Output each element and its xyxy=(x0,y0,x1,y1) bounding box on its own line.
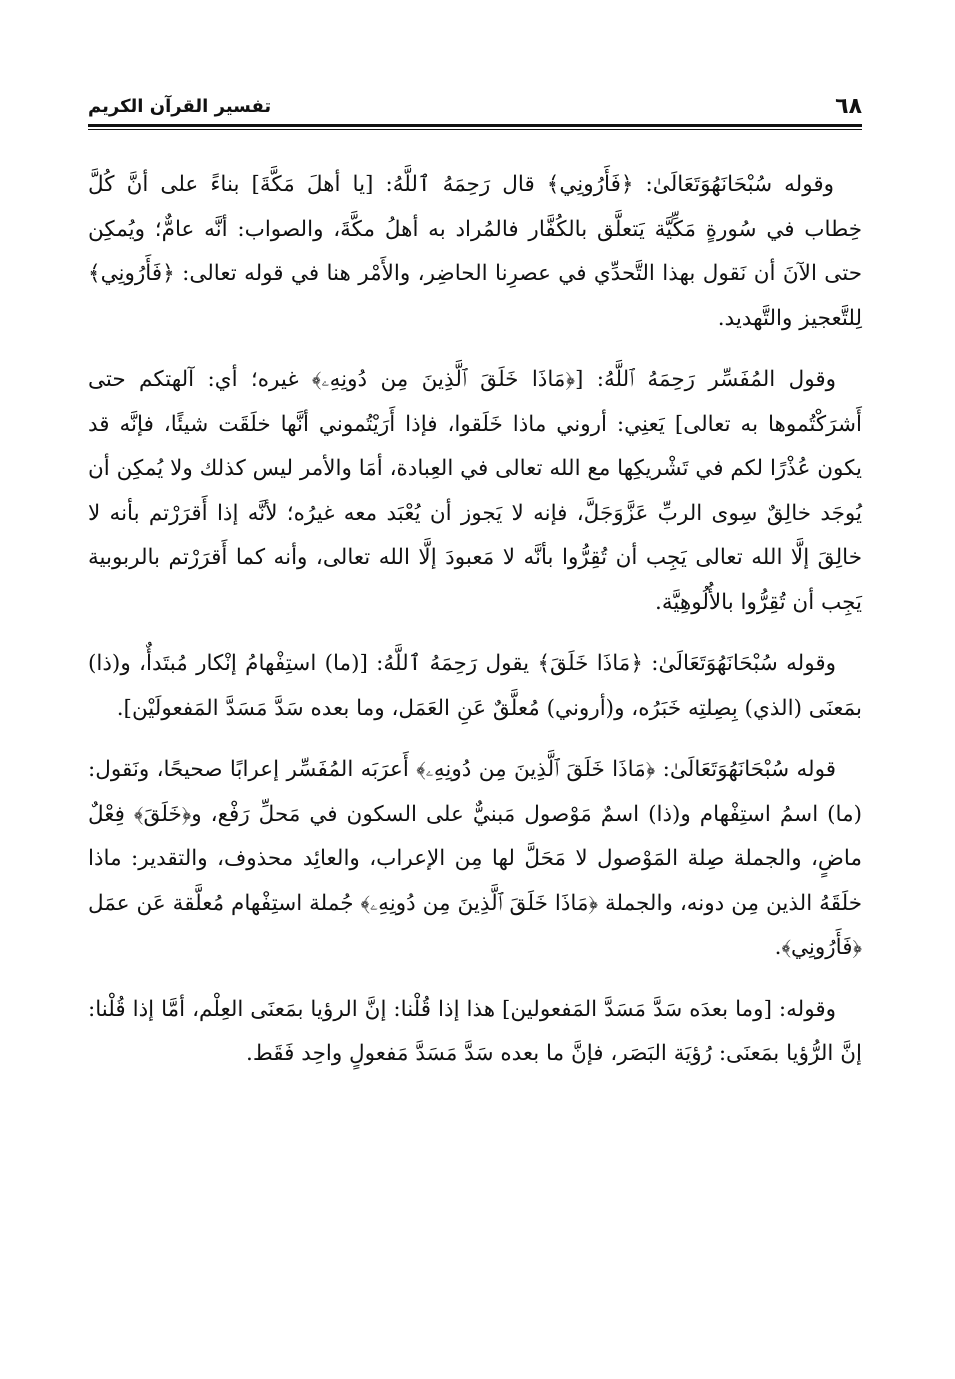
running-title: تفسير القرآن الكريم xyxy=(88,96,272,117)
page-number: ٦٨ xyxy=(835,94,862,119)
paragraph-5: وقوله: [وما بعدَه سَدَّ مَسَدَّ المَفعولين] هذا إذا قُلْنا: إنَّ الرؤيا بمَعنَى العِلْم، أمَّا إذا قُلْنا: إنَّ الرُّؤيا بمَعنَى: رُؤيَة البَصَر، فإنَّ ما بعده سَدَّ مَسَدَّ مَفعولٍ واحِد فَقَط. xyxy=(88,996,862,1066)
paragraph-3: وقوله سُبْحَانَهُوَتَعَالَىٰ: ﴿مَاذَا خَلَقَ﴾ يقول رَحِمَهُ ٱللَّهُ: [(ما) استِفْهامُ إنْكار مُبتَدأٌ، و(ذا) بمَعنَى (الذي) بِصِلتِه خَبَرُه، و(أروني) مُعلَّقٌ عَنِ العَمَل، وما بعده سَدَّ مَسَدَّ المَفعولَيْن]. xyxy=(88,651,862,721)
paragraph-4: قوله سُبْحَانَهُوَتَعَالَىٰ: ﴿مَاذَا خَلَقَ ٱلَّذِينَ مِن دُونِهِۦ﴾ أَعرَبَه المُفَسِّر إعرابًا صحيحًا، ونَقول: (ما) اسمُ استِفْهام و(ذا) اسمٌ مَوْصول مَبنيٌّ على السكون في مَحلِّ رَفْع، و﴿خَلَقَ﴾ فِعْلٌ ماضٍ، والجملة صِلة المَوْصول لا مَحَلَّ لها مِن الإعراب، والعائِد محذوف، والتقدير: ماذا خلَقَهُ الذين مِن دونه، والجملة ﴿مَاذَا خَلَقَ ٱلَّذِينَ مِن دُونِهِۦ﴾ جُملة استِفْهام مُعلَّقة عَن عمَل ﴿فَأَرُونِي﴾. xyxy=(88,757,862,960)
header-rule xyxy=(88,124,862,127)
page-body xyxy=(88,163,862,1094)
header-rule-thin xyxy=(88,129,862,130)
paragraph-1: وقوله سُبْحَانَهُوَتَعَالَىٰ: ﴿فَأَرُونِي﴾ قال رَحِمَهُ ٱللَّهُ: [يا أهلَ مَكَّةَ] بناءً على أنَّ كُلَّ خِطاب في سُورةٍ مَكِّيَّة يَتعلَّق بالكُفَّار فالمُراد به أهلُ مكَّةَ، والصواب: أنَّه عامٌّ؛ ويُمكِن حتى الآنَ أن نَقول بهذا التَّحدِّي في عصرِنا الحاضِر، والأَمْر هنا في قوله تعالى: ﴿فَأَرُونِي﴾ لِلتَّعجيز والتَّهديد. xyxy=(88,172,862,331)
paragraph-2: وقول المُفَسِّر رَحِمَهُ ٱللَّهُ: [﴿مَاذَا خَلَقَ ٱلَّذِينَ مِن دُونِهِۦ﴾ غيره؛ أي: آلهتكم حتى أَشرَكْتُموها به تعالى] يَعنِي: أروني ماذا خَلَقوا، فإذا أَرَيْتُموني أنَّها خلَقَت شيئًا، فإنَّه قد يكون عُذْرًا لكم في تَشْريكِها مع الله تعالى في العِبادة، أمَا والأمر ليس كذلك ولا يُمكِن أن يُوجَد خالِقٌ سِوى الربِّ عَزَّوَجَلَّ، فإنه لا يَجوز أن يُعْبَد معه غيرُه؛ لأنَّه إذا أَقرَرْتم بأنه لا خالِقَ إلَّا الله تعالى يَجِب أن تُقِرُّوا بأنَّه لا مَعبودَ إلَّا الله تعالى، وأنه كما أَقرَرْتم بالربوبية يَجِب أن تُقِرُّوا بالأُلُوهِيَّة. xyxy=(88,367,862,615)
page-header xyxy=(88,92,862,126)
